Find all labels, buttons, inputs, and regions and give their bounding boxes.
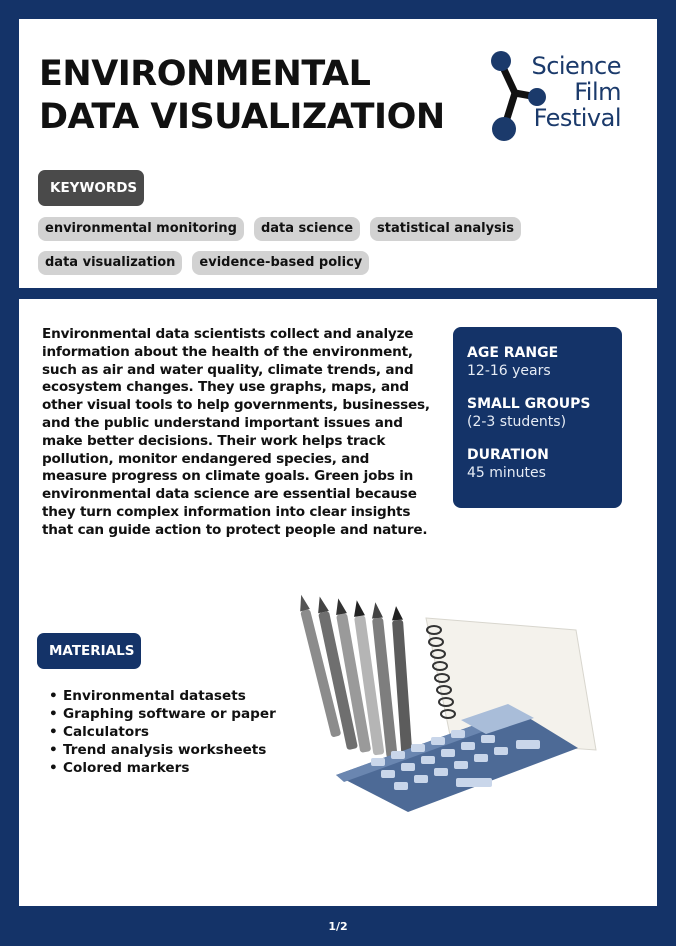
list-item: • Graphing software or paper — [49, 705, 276, 723]
keyword-chip: data science — [254, 217, 360, 241]
page-title — [39, 53, 459, 139]
keyword-chip: environmental monitoring — [38, 217, 244, 241]
calculator-pens-illustration — [276, 590, 601, 815]
keyword-chip: statistical analysis — [370, 217, 521, 241]
logo-line-2: Film — [574, 78, 621, 106]
duration-item — [467, 447, 608, 482]
list-item: • Colored markers — [49, 759, 276, 777]
keywords-label: KEYWORDS — [38, 170, 144, 206]
keyword-chips — [38, 217, 618, 275]
list-item: • Environmental datasets — [49, 687, 276, 705]
logo-wordmark — [531, 53, 621, 131]
keyword-chip: evidence-based policy — [192, 251, 369, 275]
title-line-2: DATA VISUALIZATION — [39, 97, 445, 137]
groups-title: SMALL GROUPS — [467, 396, 591, 412]
page-number: 1/2 — [328, 920, 348, 933]
groups-item — [467, 396, 608, 431]
pens-image — [296, 594, 412, 758]
title-line-1: ENVIRONMENTAL — [39, 54, 371, 94]
info-box — [453, 327, 622, 508]
materials-label: MATERIALS — [37, 633, 141, 669]
age-range-title: AGE RANGE — [467, 345, 559, 361]
age-range-item — [467, 345, 608, 380]
age-range-value: 12-16 years — [467, 363, 551, 379]
duration-title: DURATION — [467, 447, 549, 463]
header-panel — [19, 19, 657, 288]
logo-line-1: Science — [531, 52, 621, 80]
list-item: • Calculators — [49, 723, 276, 741]
materials-list — [49, 687, 276, 777]
content-panel — [19, 299, 657, 906]
description-text: Environmental data scientists collect and analyze information about the health of the environment, such as air and water quality, climate trends, and ecosystem changes. They use graphs, maps, and other visual tools to help governments, businesses, and the public understand important issues and make better decisions. Their work helps track pollution, monitor endangered species, and measure progress on climate goals. Green jobs in environmental data science are essential because they turn complex information into clear insights that can guide action to protect people and nature. — [42, 326, 430, 538]
logo-line-3: Festival — [533, 104, 621, 132]
list-item: • Trend analysis worksheets — [49, 741, 276, 759]
groups-value: (2-3 students) — [467, 414, 567, 430]
science-film-festival-logo — [485, 49, 635, 149]
duration-value: 45 minutes — [467, 465, 546, 481]
keyword-chip: data visualization — [38, 251, 182, 275]
